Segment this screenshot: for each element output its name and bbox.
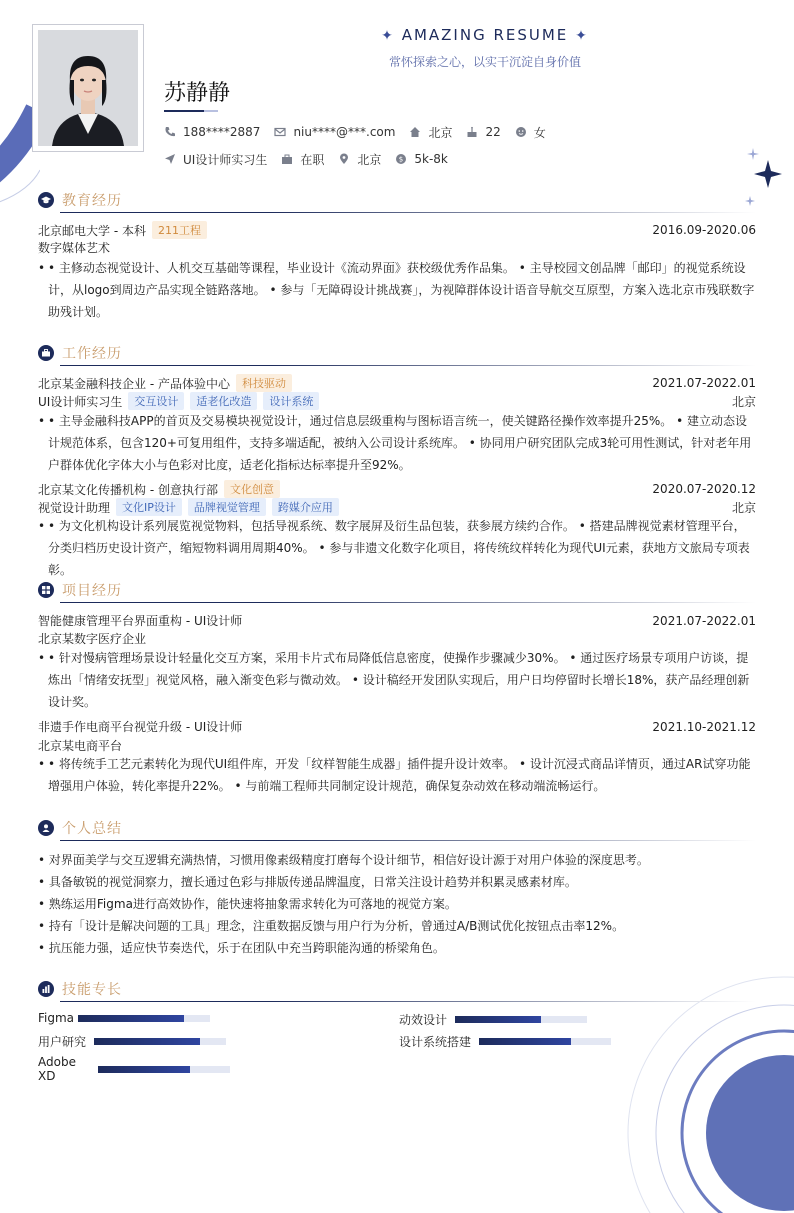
work-dates: 2021.07-2022.01: [652, 376, 756, 390]
skill-name: 动效设计: [399, 1013, 448, 1027]
summary-text: 抗压能力强，适应快节奏迭代，乐于在团队中充当跨职能沟通的桥梁角色。: [48, 941, 445, 955]
skill-name: 用户研究: [38, 1035, 87, 1049]
work-bullets-1: [38, 410, 756, 476]
face-icon: [515, 126, 527, 138]
work-row-2: [38, 480, 756, 498]
summary-text: 具备敏锐的视觉洞察力，擅长通过色彩与排版传递品牌温度，日常关注设计趋势并积累灵感素材库。: [48, 875, 577, 889]
user-icon: [38, 820, 54, 836]
section-title: 教育经历: [62, 193, 122, 209]
bar-chart-icon: [38, 981, 54, 997]
skill-name: Adobe XD: [38, 1055, 76, 1083]
location-pin-icon: [338, 153, 350, 165]
email-item: [274, 125, 395, 139]
status-text: 在职: [300, 152, 325, 167]
company-name: 北京某文化传播机构 - 创意执行部: [38, 482, 218, 497]
education-row: [38, 221, 756, 239]
project-name: 非遗手作电商平台视觉升级 - UI设计师: [38, 720, 243, 734]
section-projects-header: [38, 580, 122, 600]
section-divider: [60, 602, 756, 603]
candidate-name: 苏静静: [164, 81, 231, 106]
section-title: 项目经历: [62, 583, 122, 599]
age-text: 22: [485, 125, 501, 139]
skill-level-fill: [98, 1066, 190, 1073]
skill-tag: 设计系统: [263, 392, 319, 410]
section-education-header: [38, 190, 122, 210]
skill-bar: [98, 1066, 230, 1073]
summary-text: 持有「设计是解决问题的工具」理念，注重数据反馈与用户行为分析，曾通过A/B测试优化按钮点击率12%。: [48, 919, 625, 933]
sparkle-icon: [744, 146, 784, 210]
bullet-dot: •: [38, 261, 46, 275]
education-dates: 2016.09-2020.06: [652, 223, 756, 237]
graduation-cap-icon: [38, 192, 54, 208]
svg-text:$: $: [399, 155, 404, 164]
bullet-dot: •: [38, 414, 46, 428]
mail-icon: [274, 126, 286, 138]
status-item: [281, 151, 324, 168]
avatar: [38, 30, 138, 146]
skill-level-fill: [94, 1038, 200, 1045]
skill-tag: 交互设计: [128, 392, 184, 410]
project-dates: 2021.07-2022.01: [652, 613, 756, 628]
project-org: 北京某电商平台: [38, 739, 123, 753]
skill-tag: 适老化改造: [190, 392, 257, 410]
summary-item: • 具备敏锐的视觉洞察力，擅长通过色彩与排版传递品牌温度，日常关注设计趋势并积累灵感素材库。: [38, 875, 577, 889]
work-location: 北京: [731, 394, 756, 409]
section-summary-header: [38, 818, 122, 838]
summary-text: 对界面美学与交互逻辑充满热情，习惯用像素级精度打磨每个设计细节，相信好设计源于对用户体验的深度思考。: [48, 853, 649, 867]
bullet-dot: •: [38, 519, 46, 533]
phone-text: 188****2887: [183, 125, 261, 139]
skill-tag: 文化IP设计: [116, 498, 182, 516]
contact-row: [164, 123, 560, 141]
skill-item: [38, 1055, 230, 1083]
work-dates: 2020.07-2020.12: [652, 482, 756, 496]
star-icon: ✦: [575, 28, 589, 44]
section-title: 技能专长: [62, 982, 122, 998]
skill-level-fill: [78, 1015, 184, 1022]
project-bullets-2: [38, 753, 756, 797]
summary-text: 熟练运用Figma进行高效协作，能快速将抽象需求转化为可落地的视觉方案。: [48, 897, 457, 911]
skill-item: [38, 1033, 226, 1050]
phone-icon: [164, 126, 176, 138]
target-city-item: [338, 151, 381, 168]
company-tag: 文化创意: [224, 480, 280, 498]
project-row-2: [38, 718, 756, 735]
section-work-header: [38, 343, 122, 363]
summary-list: [38, 849, 756, 959]
age-item: [466, 125, 500, 139]
project-name: 智能健康管理平台界面重构 - UI设计师: [38, 614, 243, 628]
summary-item: • 抗压能力强，适应快节奏迭代，乐于在团队中充当跨职能沟通的桥梁角色。: [38, 941, 445, 955]
briefcase-icon: [38, 345, 54, 361]
bullet-dot: •: [38, 651, 46, 665]
skill-item: [38, 1011, 210, 1025]
work-role-row-2: [38, 498, 756, 516]
skill-bar: [455, 1016, 587, 1023]
project-bullet-text: • 针对慢病管理场景设计轻量化交互方案，采用卡片式布局降低信息密度，使操作步骤减少30%。 • 通过医疗场景专项用户访谈，提炼出「情绪安抚型」视觉风格，融入渐变色彩与微动效。 • 设计稿经开发团队实现后，用户日均停留时长增长18%，获产品经理创新设计奖。: [48, 651, 750, 709]
project-bullets-1: [38, 647, 756, 713]
banner-title-text: AMAZING RESUME: [401, 26, 569, 44]
skill-name: Figma: [38, 1011, 75, 1025]
section-divider: [60, 212, 756, 213]
education-bullet-text: • 主修动态视觉设计、人机交互基础等课程，毕业设计《流动界面》获校级优秀作品集。 • 主导校园文创品牌「邮印」的视觉系统设计，从logo到周边产品实现全链路落地。 • 参与「无障碍设计挑战赛」，为视障群体设计语音导航交互原型，方案入选北京市残联数字助残计划。: [48, 261, 755, 319]
role: UI设计师实习生: [38, 394, 123, 409]
company-tag: 科技驱动: [236, 374, 292, 392]
section-divider: [60, 365, 756, 366]
name-underline: [164, 110, 204, 112]
work-bullet-text: • 为文化机构设计系列展览视觉物料，包括导视系统、数字展屏及衍生品包装，获参展方续约合作。 • 搭建品牌视觉素材管理平台，分类归档历史设计资产，缩短物料调用周期40%。 • 参与非遗文化数字化项目，将传统纹样转化为现代UI元素，获地方文旅局专项表彰。: [48, 519, 750, 577]
portrait-image: [38, 30, 138, 146]
position-item: [164, 151, 267, 168]
city-item: [409, 124, 452, 141]
summary-item: • 对界面美学与交互逻辑充满热情，习惯用像素级精度打磨每个设计细节，相信好设计源于对用户体验的深度思考。: [38, 853, 649, 867]
skill-name: 设计系统搭建: [399, 1035, 472, 1049]
work-bullets-2: [38, 515, 756, 581]
salary-text: 5k-8k: [414, 152, 448, 166]
skill-tag: 品牌视觉管理: [188, 498, 266, 516]
home-icon: [409, 126, 421, 138]
grid-icon: [38, 582, 54, 598]
decorative-circles: [624, 973, 794, 1213]
work-location: 北京: [731, 500, 756, 515]
resume-banner-subtitle: 常怀探索之心，以实干沉淀自身价值: [388, 55, 581, 69]
section-skills-header: [38, 979, 122, 999]
city-text: 北京: [428, 125, 453, 140]
section-divider: [60, 840, 756, 841]
skill-tag: 跨媒介应用: [272, 498, 339, 516]
work-row-1: [38, 374, 756, 392]
star-icon: ✦: [381, 28, 395, 44]
resume-banner-title: [360, 26, 610, 44]
skill-level-fill: [455, 1016, 541, 1023]
school-tag: 211工程: [152, 221, 207, 239]
gender-text: 女: [533, 125, 546, 140]
target-city-text: 北京: [357, 152, 382, 167]
major: 数字媒体艺术: [38, 241, 111, 255]
send-icon: [164, 153, 176, 165]
email-text: niu****@***.com: [293, 125, 396, 139]
project-org: 北京某数字医疗企业: [38, 632, 147, 646]
money-icon: [395, 153, 407, 165]
bullet-dot: •: [38, 757, 46, 771]
education-bullets: [38, 257, 756, 323]
position-text: UI设计师实习生: [183, 152, 268, 167]
phone-item: [164, 125, 260, 139]
role: 视觉设计助理: [38, 500, 111, 515]
skill-level-fill: [479, 1038, 571, 1045]
skill-bar: [78, 1015, 210, 1022]
project-dates: 2021.10-2021.12: [652, 719, 756, 734]
skill-bar: [94, 1038, 226, 1045]
job-intent-row: [164, 150, 462, 168]
school-name: 北京邮电大学 - 本科: [38, 223, 146, 238]
summary-item: • 熟练运用Figma进行高效协作，能快速将抽象需求转化为可落地的视觉方案。: [38, 897, 457, 911]
cake-icon: [466, 126, 478, 138]
work-role-row-1: [38, 392, 756, 410]
work-bullet-text: • 主导金融科技APP的首页及交易模块视觉设计，通过信息层级重构与图标语言统一，使关键路径操作效率提升25%。 • 建立动态设计规范体系，包含120+可复用组件，支持多端适配，被纳入公司设计系统库。 • 协同用户研究团队完成3轮可用性测试，针对老年用户群体优化字体大小与色彩对比度，适老化指标达标率提升至92%。: [48, 414, 752, 472]
skill-bar: [479, 1038, 611, 1045]
name-underline-accent: [204, 110, 218, 112]
gender-item: [515, 124, 546, 141]
salary-item: [395, 152, 448, 166]
summary-item: • 持有「设计是解决问题的工具」理念，注重数据反馈与用户行为分析，曾通过A/B测试优化按钮点击率12%。: [38, 919, 625, 933]
project-row-1: [38, 612, 756, 629]
project-bullet-text: • 将传统手工艺元素转化为现代UI组件库，开发「纹样智能生成器」插件提升设计效率。 • 设计沉浸式商品详情页，通过AR试穿功能增强用户体验，转化率提升22%。 • 与前端工程师共同制定设计规范，确保复杂动效在移动端流畅运行。: [48, 757, 751, 793]
profile-photo: [32, 24, 144, 152]
skill-item: [399, 1033, 611, 1050]
briefcase-icon: [281, 153, 293, 165]
skill-item: [399, 1011, 587, 1028]
company-name: 北京某金融科技企业 - 产品体验中心: [38, 376, 230, 391]
section-title: 个人总结: [62, 821, 122, 837]
section-title: 工作经历: [62, 346, 122, 362]
section-divider: [60, 1001, 756, 1002]
